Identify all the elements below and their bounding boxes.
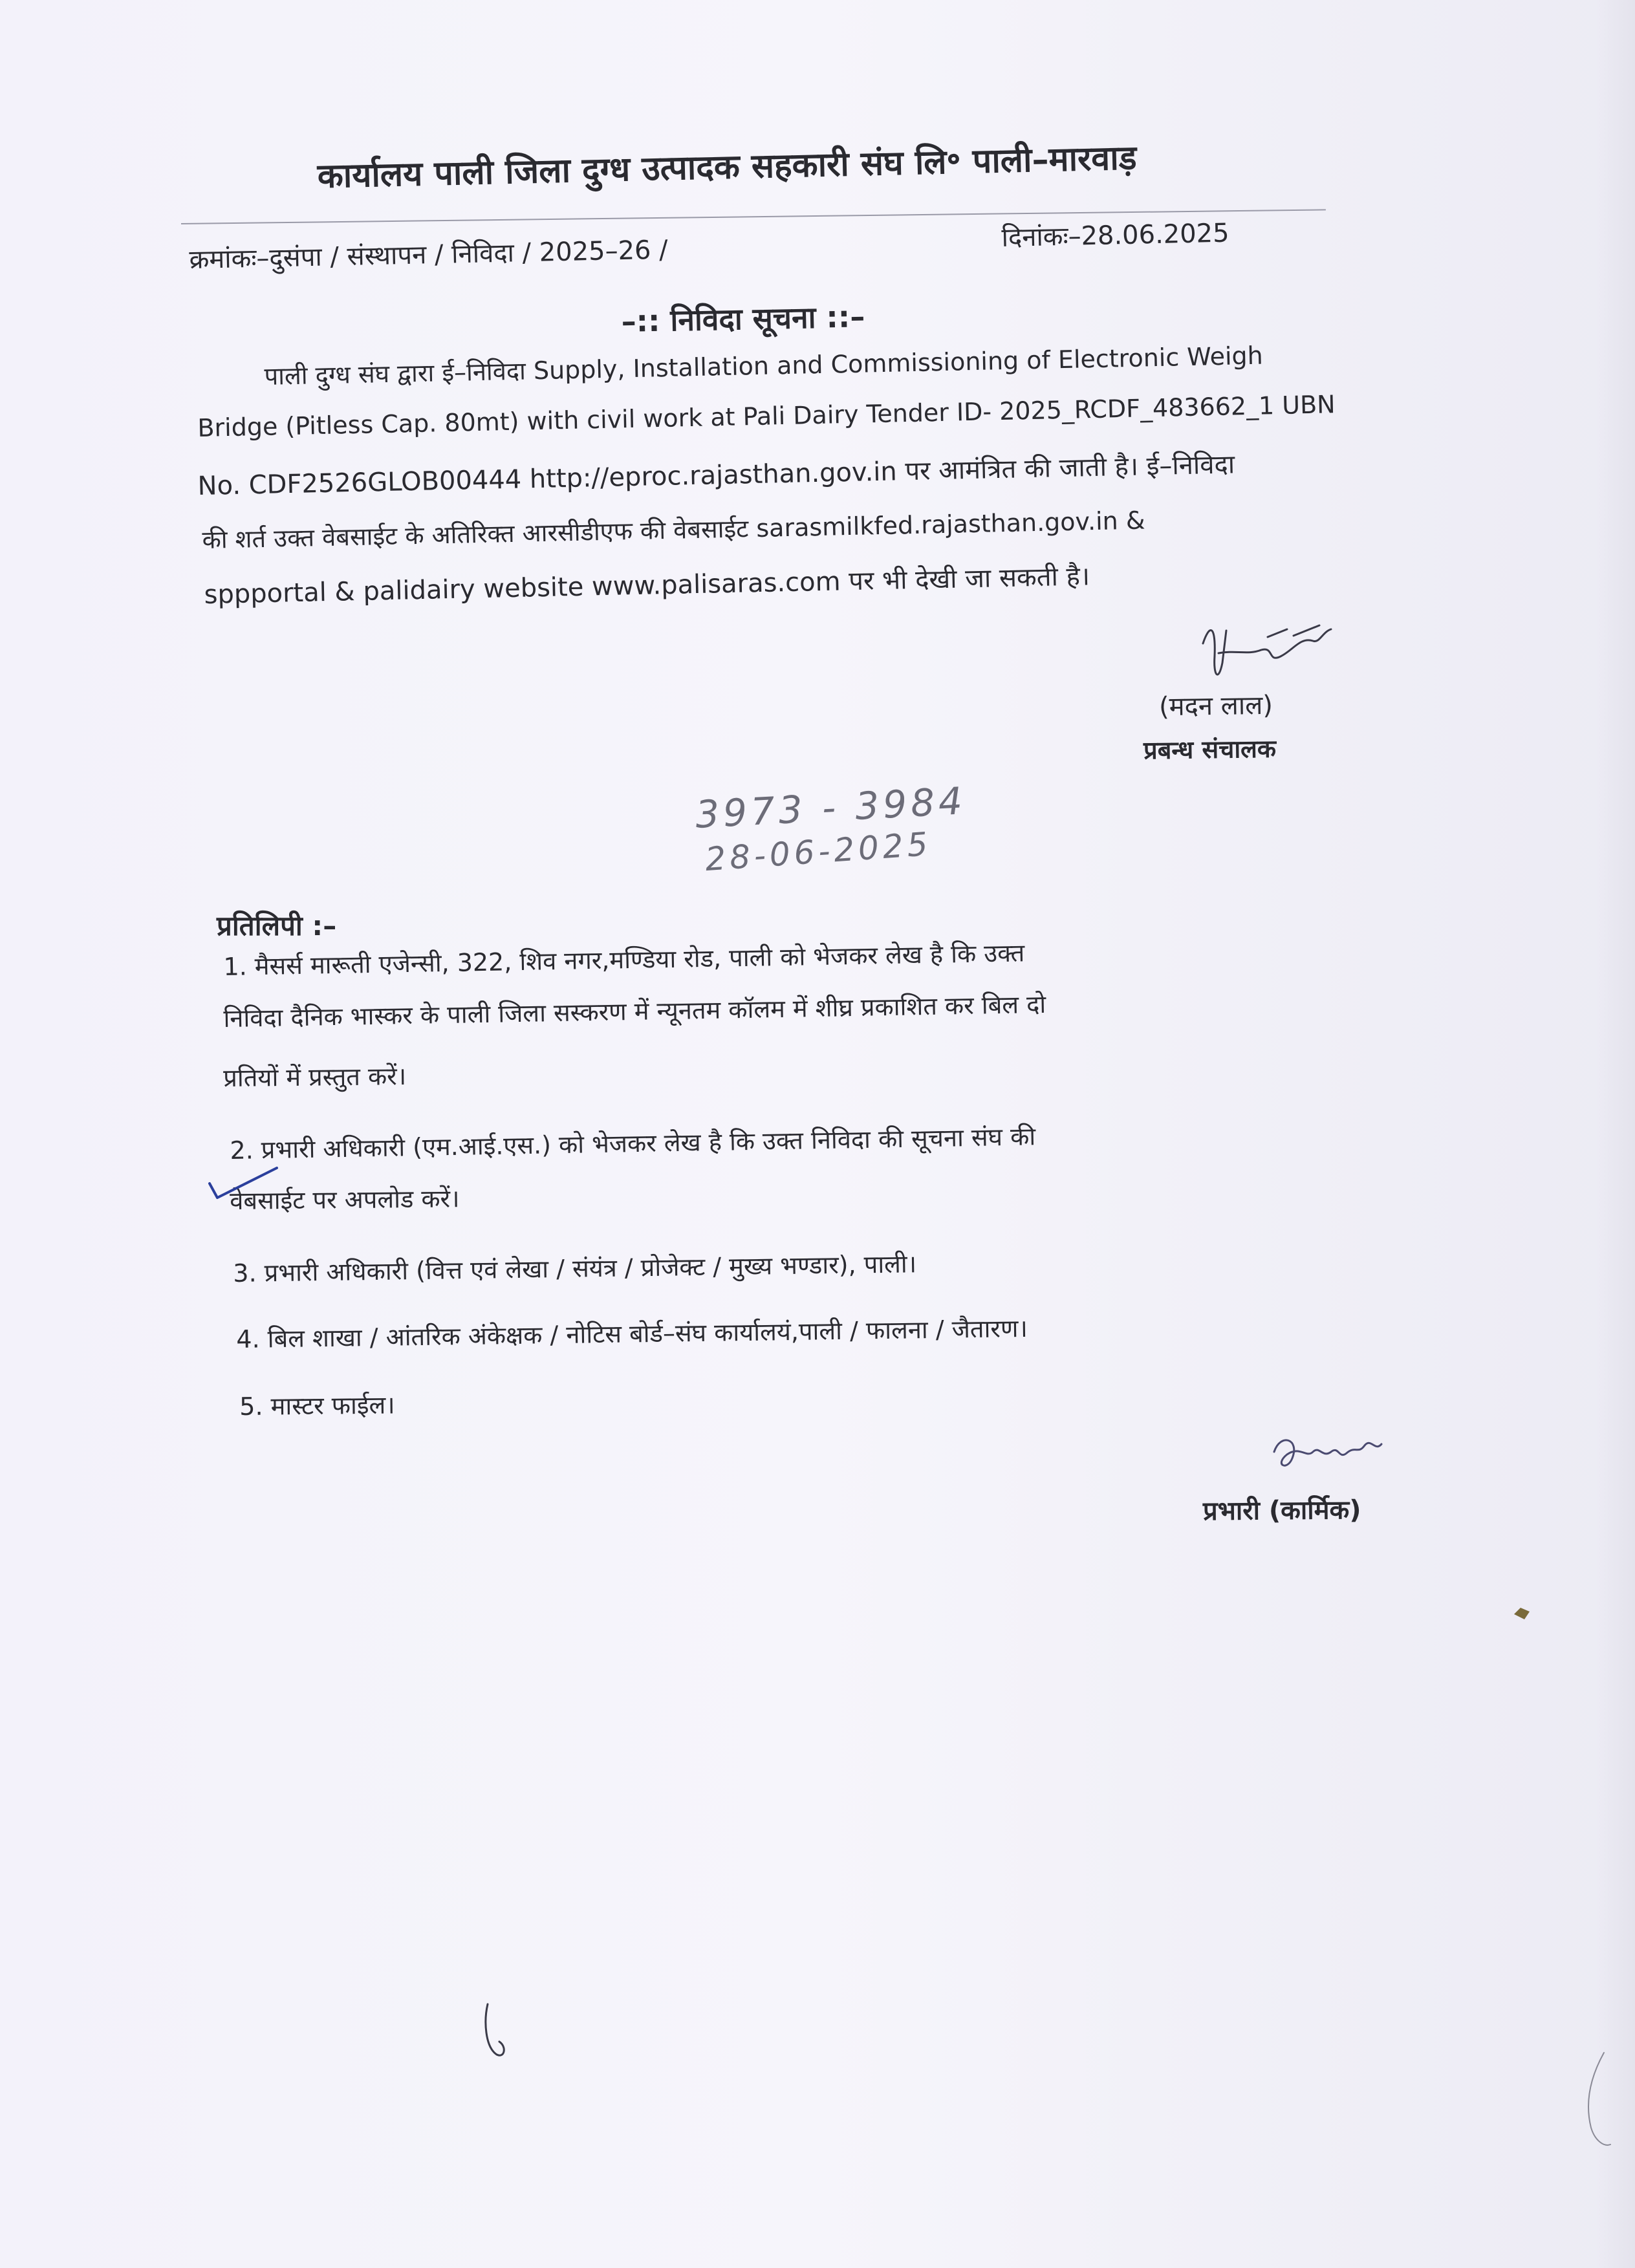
signatory-name: (मदन लाल) [1158, 690, 1273, 722]
copy-item-5: 5. मास्टर फाईल। [239, 1390, 395, 1421]
reference-number: क्रमांकः–दुसंपा / संस्थापन / निविदा / 2025–26 / [189, 235, 669, 275]
handwritten-dispatch-date: 28-06-2025 [704, 825, 933, 879]
handwritten-dispatch-range: 3973 - 3984 [694, 779, 968, 837]
notice-heading: –:: निविदा सूचना ::– [621, 299, 865, 339]
copy-item-2-cont: वेबसाईट पर अपलोड करें। [230, 1184, 460, 1215]
copy-item-3: 3. प्रभारी अधिकारी (वित्त एवं लेखा / संयंत्र / प्रोजेक्ट / मुख्य भण्डार), पाली। [233, 1249, 917, 1288]
copy-item-2: 2. प्रभारी अधिकारी (एम.आई.एस.) को भेजकर लेख है कि उक्त निविदा की सूचना संघ की [230, 1122, 1036, 1165]
stray-pen-mark [479, 2002, 517, 2060]
copy-item-1-cont: प्रतियों में प्रस्तुत करें। [223, 1062, 407, 1092]
notice-body-line: पाली दुग्ध संघ द्वारा ई–निविदा Supply, Installation and Commissioning of Electronic Weigh [264, 341, 1264, 391]
checkmark-icon [206, 1164, 283, 1209]
signatory-designation-karmik: प्रभारी (कार्मिक) [1202, 1495, 1361, 1527]
edge-pencil-mark [1578, 2050, 1617, 2154]
copy-item-4: 4. बिल शाखा / आंतरिक अंकेक्षक / नोटिस बोर्ड–संघ कार्यालयं,पाली / फालना / जैतारण। [236, 1313, 1028, 1354]
ink-speck [1510, 1604, 1536, 1623]
copy-item-1: 1. मैसर्स मारूती एजेन्सी, 322, शिव नगर,मण्डिया रोड, पाली को भेजकर लेख है कि उक्त [223, 938, 1025, 981]
notice-body-line: sppportal & palidairy website www.palisaras.com पर भी देखी जा सकती है। [204, 561, 1090, 610]
notice-body-line: Bridge (Pitless Cap. 80mt) with civil work at Pali Dairy Tender ID- 2025_RCDF_483662_1 UBN [197, 390, 1336, 442]
signatory-designation: प्रबन्ध संचालक [1143, 734, 1277, 765]
notice-body-line: No. CDF2526GLOB00444 http://eproc.rajasthan.gov.in पर आमंत्रित की जाती है। ई–निविदा [197, 449, 1235, 501]
handwritten-signature-karmik [1261, 1426, 1391, 1484]
document-date: दिनांकः–28.06.2025 [1001, 218, 1230, 253]
copy-to-heading: प्रतिलिपी :– [217, 910, 337, 942]
copy-item-1-cont: निविदा दैनिक भास्कर के पाली जिला सस्करण में न्यूनतम कॉलम में शीघ्र प्रकाशित कर बिल दो [223, 989, 1046, 1033]
handwritten-signature-md [1190, 618, 1345, 695]
office-title: कार्यालय पाली जिला दुग्ध उत्पादक सहकारी संघ लि॰ पाली–मारवाड़ [317, 138, 1138, 196]
page-edge-shadow [1596, 0, 1635, 2268]
notice-body-line: की शर्त उक्त वेबसाईट के अतिरिक्त आरसीडीएफ की वेबसाईट sarasmilkfed.rajasthan.gov.in & [202, 506, 1145, 554]
